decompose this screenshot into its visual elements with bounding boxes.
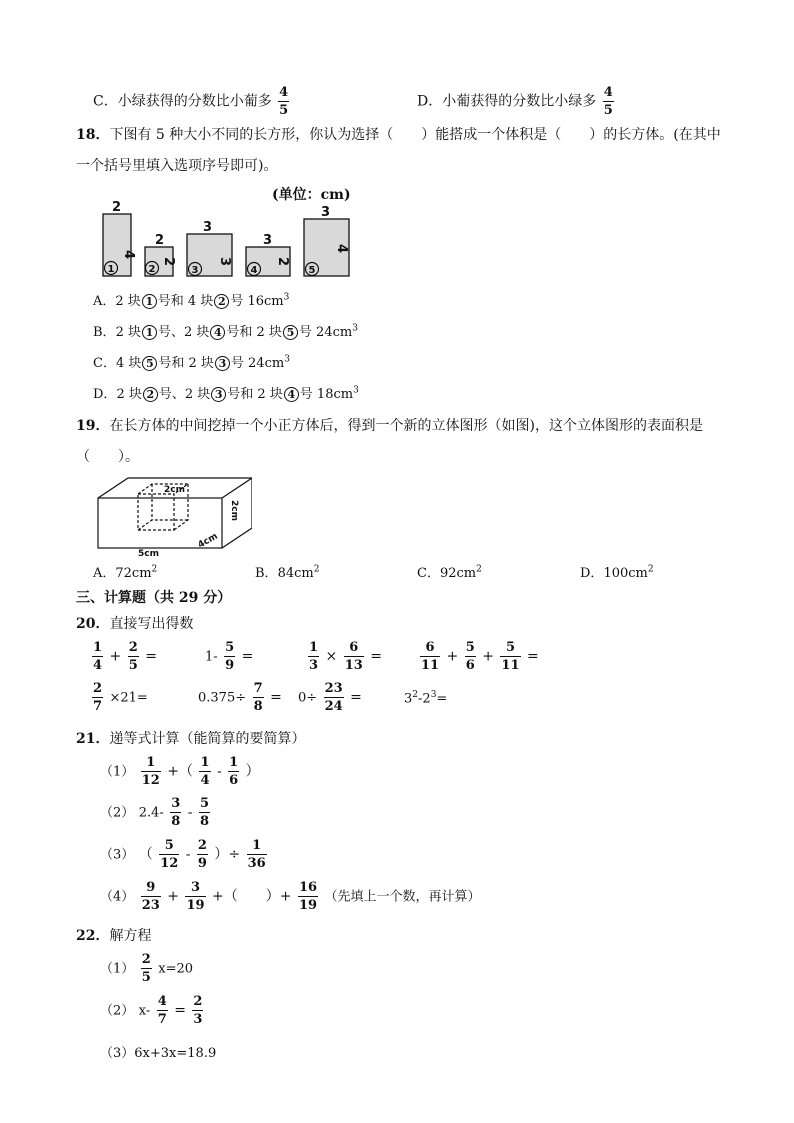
q21-item-3: （3） （ $\frac{5}{12}$ - $\frac{2}{9}$ ）÷ $\frac{1}{36}$ xyxy=(100,838,266,871)
q20-expr-8: $3^2-2^3=$ xyxy=(404,690,448,707)
q21-title: 21．递等式计算（能简算的要简算） xyxy=(76,731,306,747)
q18-unit-label: (单位：cm) xyxy=(272,187,351,203)
q20-expr-7: 0÷ $\frac{23}{24}$ = xyxy=(298,681,362,714)
q20-expr-1: $\frac{1}{4}$ + $\frac{2}{5}$ = xyxy=(93,640,157,673)
rect-1-side-label: 4 xyxy=(121,250,136,260)
q19-option-a[interactable]: A．$72cm^2$ xyxy=(93,564,158,581)
rect-1-top-label: 2 xyxy=(112,200,122,215)
q19-option-c[interactable]: C．$92cm^2$ xyxy=(417,564,482,581)
rect-5-id: 5 xyxy=(308,265,316,276)
q17-option-d: D．小葡获得的分数比小绿多 $\frac{4}{5}$ xyxy=(417,85,613,118)
rect-5-top-label: 3 xyxy=(321,205,331,220)
label-bottom: 5cm xyxy=(138,549,159,558)
rect-3-top-label: 3 xyxy=(203,220,213,235)
rect-2-id: 2 xyxy=(148,264,156,275)
rect-2-top-label: 2 xyxy=(155,233,165,248)
section-title: 三、计算题（共 29 分） xyxy=(76,590,232,606)
q20-expr-6: 0.375÷ $\frac{7}{8}$ = xyxy=(198,681,282,714)
rect-5-side-label: 4 xyxy=(334,244,349,254)
q18-option-c[interactable]: C．4 块 5 号和 2 块 3 号 $24cm^3$ xyxy=(93,354,290,371)
q22-item-1: （1） $\frac{2}{5}$ x=20 xyxy=(100,952,194,985)
q19-option-b[interactable]: B．$84cm^2$ xyxy=(255,564,320,581)
q18-option-a[interactable]: A．2 块 1 号和 4 块 2 号 $16cm^3$ xyxy=(93,292,290,309)
q20-expr-2: 1- $\frac{5}{9}$ = xyxy=(205,640,254,673)
rect-4-id: 4 xyxy=(250,265,258,276)
q19-question-line1: 19．在长方体的中间挖掉一个小正方体后，得到一个新的立体图形（如图)，这个立体图形的表面积是 xyxy=(76,418,703,434)
q17-option-c: C．小绿获得的分数比小葡多 $\frac{4}{5}$ xyxy=(93,85,289,118)
q19-cuboid-figure xyxy=(92,470,252,558)
rect-1-id: 1 xyxy=(107,264,115,275)
rect-4-top-label: 3 xyxy=(263,233,273,248)
label-top: 2cm xyxy=(164,485,185,495)
rect-3-id: 3 xyxy=(191,265,199,276)
q22-title: 22．解方程 xyxy=(76,928,152,944)
q19-option-d[interactable]: D．$100cm^2$ xyxy=(580,564,654,581)
q20-title: 20．直接写出得数 xyxy=(76,616,194,632)
rect-3-side-label: 3 xyxy=(217,257,232,267)
q20-expr-4: $\frac{6}{11}$ + $\frac{5}{6}$ + $\frac{5}{11}$ = xyxy=(421,640,539,673)
q20-expr-3: $\frac{1}{3}$ × $\frac{6}{13}$ = xyxy=(309,640,382,673)
rect-2-side-label: 2 xyxy=(161,257,176,267)
fraction: $\frac{4}{5}$ xyxy=(279,85,289,118)
label-right: 2cm xyxy=(229,500,239,521)
rect-4-side-label: 2 xyxy=(275,257,290,267)
q21-item-4: （4） $\frac{9}{23}$ + $\frac{3}{19}$ +（ ）+ $\frac{16}{19}$ （先填上一个数，再计算） xyxy=(100,880,481,913)
q18-question-line1: 18．下图有 5 种大小不同的长方形，你认为选择（ ）能搭成一个体积是（ ）的长方体。(在其中 xyxy=(76,127,721,143)
q22-item-3: （3）6x+3x=18.9 xyxy=(100,1046,217,1061)
fraction: $\frac{4}{5}$ xyxy=(603,85,613,118)
q18-option-b[interactable]: B．2 块 1 号、2 块 4 号和 2 块 5 号 $24cm^3$ xyxy=(93,323,358,340)
q21-item-1: （1） $\frac{1}{12}$ +（ $\frac{1}{4}$ - $\frac{1}{6}$ ） xyxy=(100,755,260,788)
q18-option-d[interactable]: D．2 块 2 号、2 块 3 号和 2 块 4 号 $18cm^3$ xyxy=(93,385,359,402)
q18-question-line2: 一个括号里填入选项序号即可)。 xyxy=(76,158,278,174)
label-depth: 4cm xyxy=(196,531,220,551)
q22-item-2: （2） x- $\frac{4}{7}$ = $\frac{2}{3}$ xyxy=(100,994,203,1027)
q19-question-line2: （ ）。 xyxy=(76,449,139,465)
q21-item-2: （2） 2.4- $\frac{3}{8}$ - $\frac{5}{8}$ xyxy=(100,796,209,829)
q18-rectangles-figure xyxy=(95,200,365,282)
q20-expr-5: $\frac{2}{7}$ ×21= xyxy=(93,681,148,714)
